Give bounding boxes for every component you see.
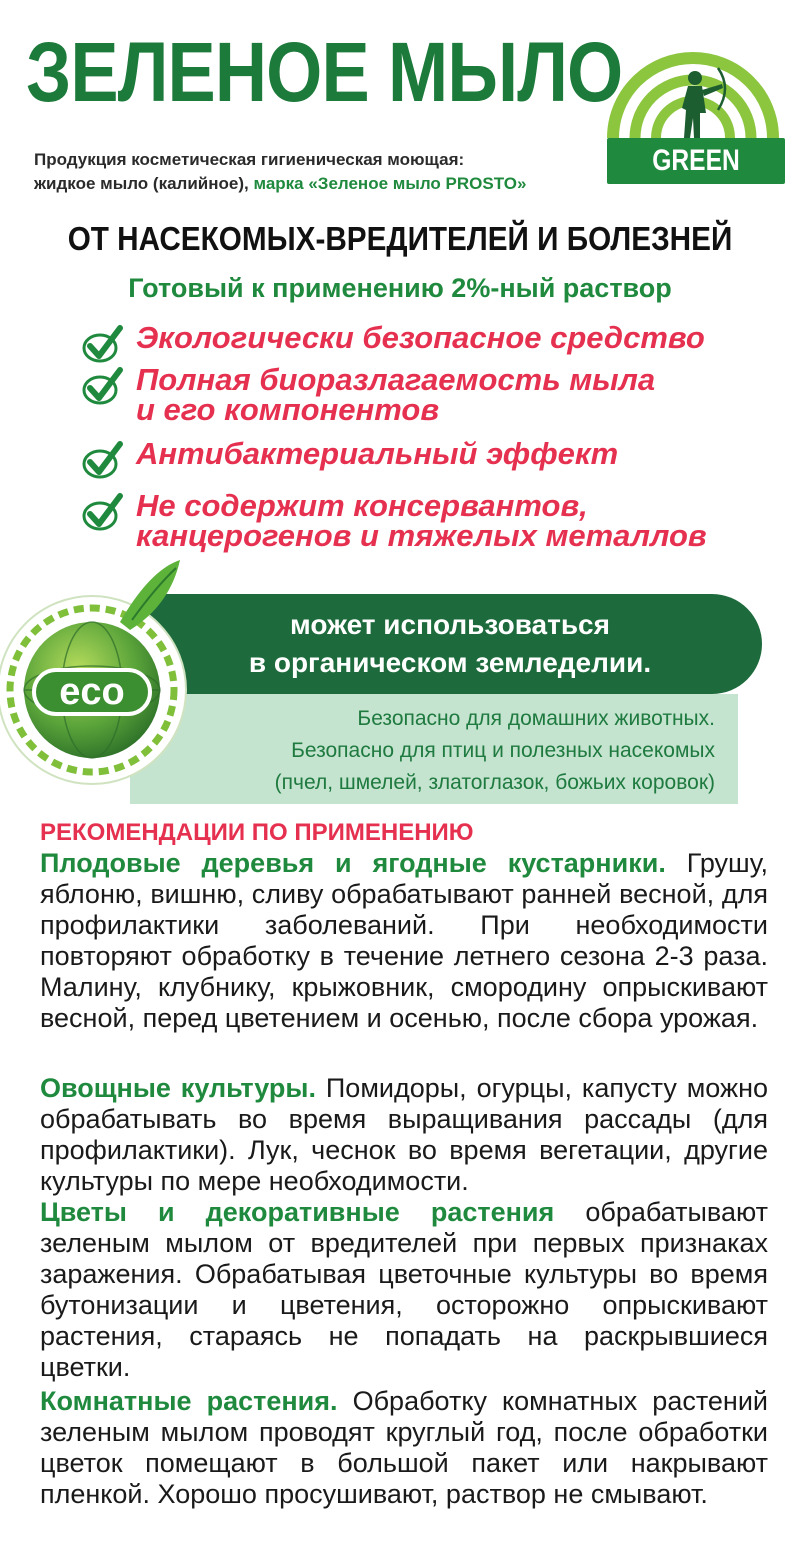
safety-line-3: (пчел, шмелей, златоглазок, божьих коровок) [274,771,715,794]
subtitle-line-1: Продукция косметическая гигиеническая моющая: [34,150,465,169]
benefit-item [80,436,780,476]
recommendation-body: обрабатывают зеленым мылом от вредителей при первых признаках заражения. Обрабатывая цветочные культуры во время бутонизации и цветения, осторожно опрыскивают растения, стараясь не попадать на раскрывшиеся цветки. [40,1197,768,1382]
recommendation-paragraph [40,1197,768,1383]
checkmark-icon [80,490,126,536]
recommendation-paragraph [40,848,768,1034]
recommendation-lead: Овощные культуры. [40,1073,316,1103]
checkmark-icon [80,438,126,484]
recommendation-body: Грушу, яблоню, вишню, сливу обрабатывают ранней весной, для профилактики заболеваний. При необходимости повторяют обработку в течение летнего сезона 2-3 раза. Малину, клубнику, крыжовник, смородину опрыскивают весной, перед цветением и осенью, после сбора урожая. [40,848,768,1033]
logo-text: GREEN BELT [652,144,740,223]
organic-line-1: может использоваться [290,609,610,640]
recommendation-lead: Комнатные растения. [40,1386,338,1416]
safety-text [150,703,715,799]
eco-badge-icon [0,550,200,800]
benefit-line-2: и его компонентов [136,392,440,427]
checkmark-icon [80,364,126,410]
product-title: ЗЕЛЕНОЕ МЫЛО [26,25,623,119]
eco-badge-text: eco [59,671,125,713]
benefit-line-1: Полная биоразлагаемость мыла [136,362,656,397]
logo-badge [607,138,785,223]
sub-headline: Готовый к применению 2%-ный раствор [128,273,672,303]
recommendation-paragraph [40,1386,768,1510]
recommendation-body: Обработку комнатных растений зеленым мылом проводят круглый год, после обработки цветок помещают в большой пакет или накрывают пленкой. Хорошо просушивают, раствор не смывают. [40,1386,768,1509]
organic-line-2: в органическом земледелии. [248,647,652,678]
recommendation-lead: Плодовые деревья и ягодные кустарники. [40,848,666,878]
product-subtitle [34,148,604,196]
recommendation-lead: Цветы и декоративные растения [40,1197,555,1227]
benefit-text [136,488,707,554]
benefit-text [136,362,655,428]
benefit-text: Экологически безопасное средство [136,320,705,355]
benefit-text: Антибактериальный эффект [136,436,619,471]
subtitle-type: жидкое мыло (калийное), [34,174,249,193]
safety-line-1: Безопасно для домашних животных. [357,707,715,730]
safety-line-2: Безопасно для птиц и полезных насекомых [291,739,715,762]
main-headline: ОТ НАСЕКОМЫХ-ВРЕДИТЕЛЕЙ И БОЛЕЗНЕЙ [67,220,733,257]
subtitle-brand: марка «Зеленое мыло PROSTO» [253,174,527,193]
subtitle-line-2 [34,172,604,196]
recommendations-title: РЕКОМЕНДАЦИИ ПО ПРИМЕНЕНИЮ [40,819,474,846]
benefit-item [80,320,780,360]
benefit-line-2: канцерогенов и тяжелых металлов [136,518,707,553]
benefit-line-1: Не содержит консервантов, [136,488,588,523]
organic-banner-text [170,606,730,682]
recommendation-paragraph [40,1073,768,1197]
recommendation-body: Помидоры, огурцы, капусту можно обрабатывать во время выращивания рассады (для профилактики). Лук, чеснок во время вегетации, другие культуры по мере необходимости. [40,1073,769,1196]
benefit-item [80,362,780,442]
